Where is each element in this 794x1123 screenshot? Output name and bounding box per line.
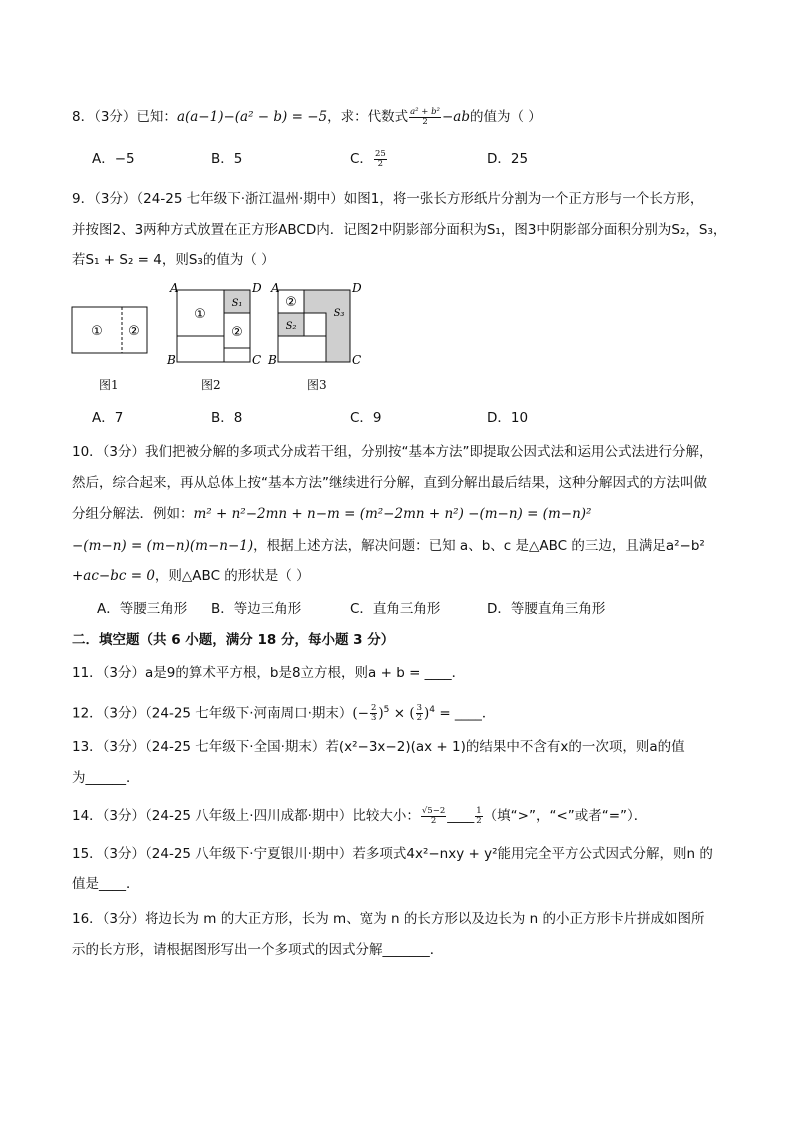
q9-option-a: A．7 <box>92 410 124 426</box>
q12-exp-1: 5 <box>383 705 390 715</box>
q16-line-1: 16．（3分）将边长为 m 的大正方形，长为 m、宽为 n 的长方形以及边长为 n 的小正方形卡片拼成如图所 <box>72 911 705 927</box>
q8-prefix: 8．（3分）已知： <box>72 109 177 125</box>
q14-fraction-2 <box>475 807 482 826</box>
q12-times: × <box>393 705 406 722</box>
q8-option-c-label: C． <box>350 151 373 167</box>
fig3-label-d: D <box>352 281 362 295</box>
q12-paren-open: (− <box>352 705 369 722</box>
fig2-label-d: D <box>252 281 262 295</box>
figure-2 <box>166 281 262 367</box>
q8-frac-den: 2 <box>422 116 428 127</box>
q9-line-2: 并按图2、3两种方式放置在正方形ABCD内．记图2中阴影部分面积为S₁，图3中阴影部分面积分别为S₂，S₃， <box>72 222 727 238</box>
fig3-caption: 图3 <box>307 378 327 392</box>
fig3-label-s2: S₂ <box>285 321 297 332</box>
q12-f1-den: 3 <box>370 713 377 723</box>
section-2-title: 二．填空题（共 6 小题，满分 18 分，每小题 3 分） <box>72 632 395 648</box>
q12-suffix: = ____． <box>439 705 496 722</box>
q9-line-1: 9．（3分）（24-25 七年级下·浙江温州·期中）如图1，将一张长方形纸片分割为一个正方形与一个长方形， <box>72 191 704 207</box>
q15-line-1: 15．（3分）（24-25 八年级下·宁夏银川·期中）若多项式4x²−nxy + y²能用完全平方公式因式分解，则n 的 <box>72 846 713 862</box>
q13-line-1: 13．（3分）（24-25 七年级下·全国·期末）若(x²−3x−2)(ax + 1)的结果中不含有x的一次项，则a的值 <box>72 739 685 755</box>
q13-line-2: 为______． <box>72 770 140 786</box>
q10-line-2: 然后，综合起来，再从总体上按“基本方法”继续进行分解，直到分解出最后结果，这种分解因式的方法叫做 <box>72 475 707 491</box>
fig3-label-a: A <box>271 281 280 295</box>
q14-f2-den: 2 <box>476 815 482 826</box>
q10-line-3 <box>72 504 591 524</box>
q14-fraction-1 <box>421 807 446 826</box>
fig1-label-2: ② <box>128 324 140 339</box>
fig2-label-a: A <box>170 281 179 295</box>
fig3-label-b: B <box>268 353 277 367</box>
q8-condition: a(a−1)−(a² − b) = −5 <box>176 109 328 125</box>
q10-line3-math: m² + n²−2mn + n−m = (m²−2mn + n²) −(m−n) = (m−n)² <box>193 506 592 522</box>
q10-line3-text: 分组分解法．例如： <box>72 506 194 522</box>
q10-line-1: 10．（3分）我们把被分解的多项式分成若干组，分别按“基本方法”即提取公因式法和运用公式法进行分解， <box>72 444 713 460</box>
question-8 <box>72 107 542 127</box>
q8-frac-num: a² + b² <box>410 106 440 117</box>
q12-fraction-1 <box>370 704 377 723</box>
q16-line-2: 示的长方形，请根据图形写出一个多项式的因式分解_______． <box>72 942 444 958</box>
q10-line5-text: ，则△ABC 的形状是（ ） <box>154 568 310 584</box>
q8-option-b: B．5 <box>211 151 243 167</box>
q10-option-a: A．等腰三角形 <box>97 601 188 617</box>
q12-fraction-2 <box>416 704 423 723</box>
fig1-caption: 图1 <box>99 378 119 392</box>
fig2-caption: 图2 <box>201 378 221 392</box>
q10-line-5 <box>72 566 310 586</box>
q12-exp-2: 4 <box>429 705 436 715</box>
figure-3 <box>267 281 362 367</box>
q14-blank: ____ <box>447 808 475 824</box>
q8-option-a: A．−5 <box>92 151 135 167</box>
q12-f1-num: 2 <box>370 703 377 713</box>
figure-1 <box>72 307 147 353</box>
q15-line-2: 值是____． <box>72 876 140 892</box>
q8-fraction <box>409 108 441 127</box>
q9-option-c: C．9 <box>350 410 382 426</box>
q10-line4-text: ，根据上述方法，解决问题：已知 a、b、c 是△ABC 的三边，且满足a²−b² <box>253 538 705 554</box>
q8-option-c-fraction <box>374 150 387 169</box>
q10-line4-math: −(m−n) = (m−n)(m−n−1) <box>72 538 254 554</box>
fig2-label-c: C <box>252 353 262 367</box>
q14-f1-den: 2 <box>430 815 437 826</box>
q10-option-b: B．等边三角形 <box>211 601 302 617</box>
q8-suffix: 的值为（ ） <box>469 109 542 125</box>
question-11: 11．（3分）a是9的算术平方根，b是8立方根，则a + b = ____． <box>72 665 466 681</box>
question-14 <box>72 806 647 826</box>
q9-option-d: D．10 <box>487 410 529 426</box>
q14-f2-num: 1 <box>476 805 482 816</box>
q9-line-3: 若S₁ + S₂ = 4，则S₃的值为（ ） <box>72 252 275 268</box>
q10-option-c: C．直角三角形 <box>350 601 441 617</box>
fig1-label-1: ① <box>91 324 103 339</box>
q10-line5-math: +ac−bc = 0 <box>72 568 155 584</box>
fig2-label-s1: S₁ <box>231 298 243 309</box>
q8-optc-num: 25 <box>374 148 386 159</box>
q14-prefix: 14．（3分）（24-25 八年级上·四川成都·期中）比较大小： <box>72 808 420 824</box>
fig3-label-c: C <box>352 353 362 367</box>
q12-prefix: 12．（3分）（24-25 七年级下·河南周口·期末） <box>72 705 353 722</box>
fig2-label-1: ① <box>194 307 206 322</box>
q12-f2-den: 2 <box>416 713 423 723</box>
fig2-label-2: ② <box>231 325 243 340</box>
q8-option-d: D．25 <box>487 151 529 167</box>
fig2-label-b: B <box>167 353 176 367</box>
q14-f1-num: √5−2 <box>421 805 446 816</box>
q8-optc-den: 2 <box>377 158 384 169</box>
q8-option-c <box>350 149 388 169</box>
q10-option-d: D．等腰直角三角形 <box>487 601 606 617</box>
question-12: 12．（3分）（24-25 七年级下·河南周口·期末）(− $\frac{2}{3}$ )$^5$ × ( $\frac{3}{2}$ )$^4$ = ____． <box>72 703 496 723</box>
q12-f2-num: 3 <box>416 703 423 713</box>
fig3-label-s3: S₃ <box>333 308 345 319</box>
q14-suffix: （填“>”，“<”或者“=”）． <box>483 808 648 824</box>
fig3-label-2: ② <box>285 295 297 310</box>
q8-tail: −ab <box>441 109 470 125</box>
q8-mid: ，求：代数式 <box>327 109 409 125</box>
q10-line-4 <box>72 536 705 556</box>
q9-option-b: B．8 <box>211 410 243 426</box>
